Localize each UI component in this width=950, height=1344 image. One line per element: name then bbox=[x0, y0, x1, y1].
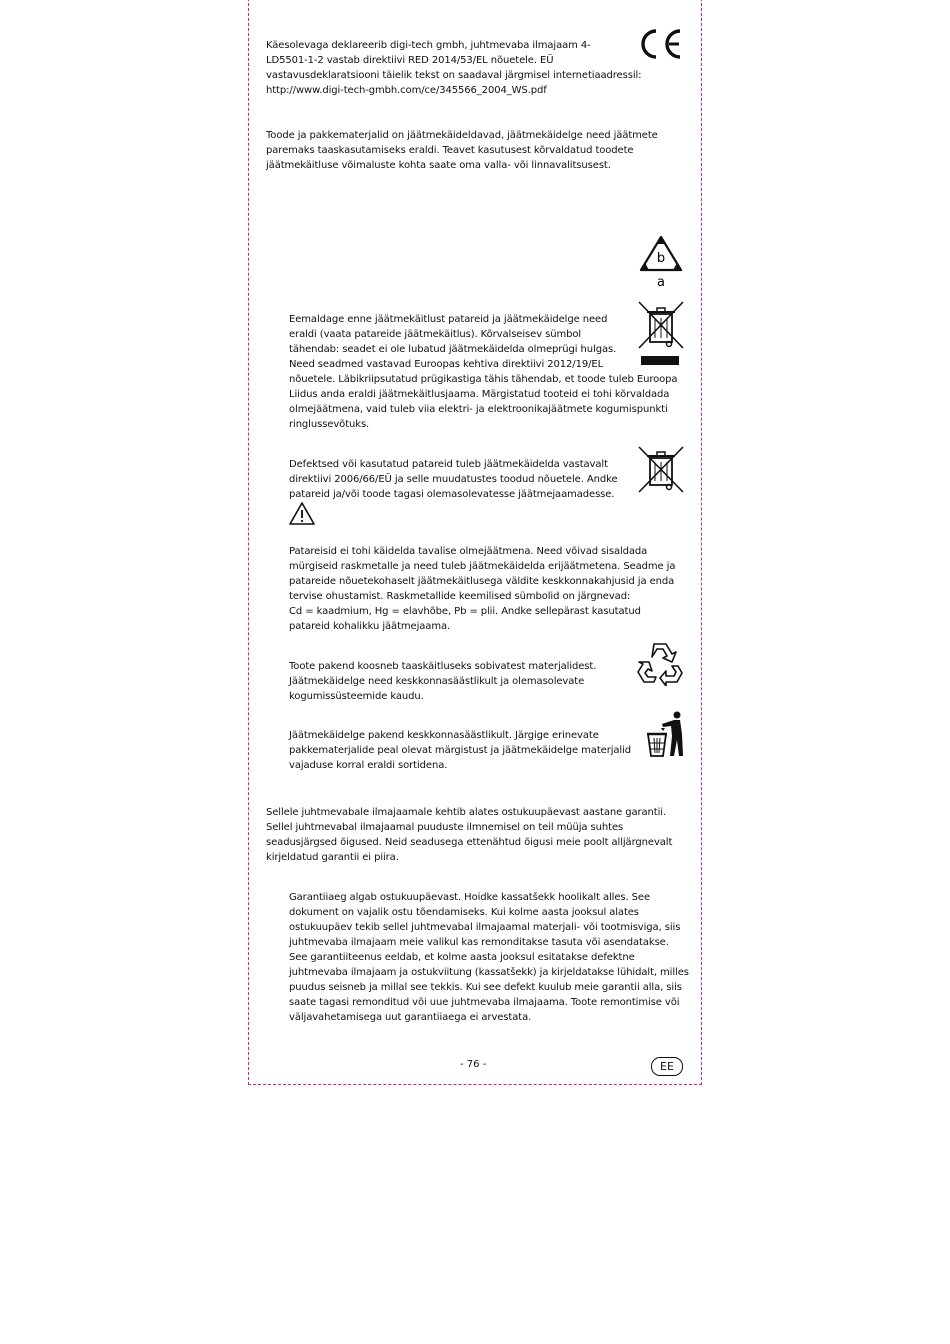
crossed-bin-battery-icon bbox=[636, 445, 686, 499]
batteries-remove-text: Eemaldage enne jäätmekäitlust patareid ja jäätmekäidelge need eraldi (vaata patareide jäätmekäitlus). Kõrvalseisev sümbol tähendab: seadet ei ole lubatud jäätmekäidelda olmeprügi hulgas. Need seadmed vastavad Euroopas kehtiva direktiivi 2012/19/EL nõuetele. Läbikriipsutatud prügikastiga tähis tähendab, et toode tuleb Euroopa Liidus anda eraldi jäätmekäitlusjaama. Märgistatud tooteid ei tohi kõrvaldada olmejäätmena, vaid tuleb viia elektri- ja elektroonikajäätmete kogumispunkti ringlussevõtuks. bbox=[289, 314, 678, 430]
packaging-sort-text: Jäätmekäidelge pakend keskkonnasäästlikult. Järgige erinevate pakkematerjalide peal olevat märgistust ja jäätmekäidelge materjalid vajaduse korral eraldi sortidena. bbox=[289, 730, 632, 771]
ce-mark-icon bbox=[636, 26, 684, 66]
recycling-code-bottom: a bbox=[657, 275, 665, 290]
recycle-arrows-icon bbox=[636, 640, 684, 690]
batteries-household-text: Patareisid ei tohi käidelda tavalise olmejäätmena. Need võivad sisaldada mürgiseid raskmetalle ja need tuleb jäätmekäidelda erijäätmetena. Seadme ja patareide nõuetekohaselt jäätmekäitlusega väldite keskkonnakahjusid ja enda tervise ohustamist. Raskmetallide keemilised sümbolid on järgnevad: Cd = kaadmium, Hg = elavhõbe, Pb = plii. Andke sellepärast kasutatud patareid kohalikku jäätmejaama. bbox=[289, 546, 676, 632]
recycling-code-icon bbox=[636, 232, 686, 294]
batteries-defective-text: Defektsed või kasutatud patareid tuleb jäätmekäidelda vastavalt direktiivi 2006/66/EÜ ja selle muudatustes toodud nõuetele. Andke patareid ja/või toode tagasi olemasolevatesse jäätmejaamadesse. bbox=[289, 459, 618, 500]
recycling-code-top: b bbox=[656, 251, 666, 266]
warranty-terms-text: Garantiiaeg algab ostukuupäevast. Hoidke kassatšekk hoolikalt alles. See dokument on vajalik ostu tõendamiseks. Kui kolme aasta jooksul alates ostukuupäev tekib sellel juhtmevabal ilmajaamal materjali- või tootmisviga, siis juhtmevaba ilmajaam meie valikul kas remonditakse tasuta või asendatakse. See garantiiteenus eeldab, et kolme aasta jooksul esitatakse defektne juhtmevaba ilmajaam ja ostukviitung (kassatšekk) ja kirjeldatakse lühidalt, milles puudus seisneb ja millal see tekkis. Kui see defekt kuulub meie garantii alla, siis saate tagasi remonditud või uue juhtmevaba ilmajaama. Toote remontimise või väljavahetamisega uut garantiiaega ei arvestata. bbox=[289, 892, 689, 1023]
warning-triangle-icon bbox=[288, 501, 316, 530]
language-badge: EE bbox=[651, 1057, 683, 1076]
page-number: - 76 - bbox=[460, 1059, 487, 1070]
tidyman-icon bbox=[645, 710, 685, 762]
warranty-intro-text: Sellele juhtmevabale ilmajaamale kehtib alates ostukuupäevast aastane garantii. Sellel juhtmevabal ilmajaamal puuduste ilmnemisel on teil müüja suhtes seadusjärgsed õigused. Neid seadusega ettenähtud õigusi meie poolt alljärgnevalt kirjeldatud garantii ei piira. bbox=[266, 807, 673, 863]
disposal-packaging-text: Toode ja pakkematerjalid on jäätmekäideldavad, jäätmekäidelge need jäätmete paremaks taaskasutamiseks eraldi. Teavet kasutusest kõrvaldatud toodete jäätmekäitluse võimaluste kohta saate oma valla- või linnavalitsusest. bbox=[266, 130, 658, 171]
declaration-text: Käesolevaga deklareerib digi-tech gmbh, juhtmevaba ilmajaam 4- LD5501-1-2 vastab direktiivi RED 2014/53/EL nõuetele. EÜ vastavusdeklaratsiooni täielik tekst on saadaval järgmisel internetiaadressil: http://www.digi-tech-gmbh.com/ce/345566_2004_WS.pdf bbox=[266, 40, 642, 96]
packaging-recyclable-text: Toote pakend koosneb taaskäitluseks sobivatest materjalidest. Jäätmekäidelge need keskkonnasäästlikult ja olemasolevate kogumissüsteemide kaudu. bbox=[289, 661, 597, 702]
